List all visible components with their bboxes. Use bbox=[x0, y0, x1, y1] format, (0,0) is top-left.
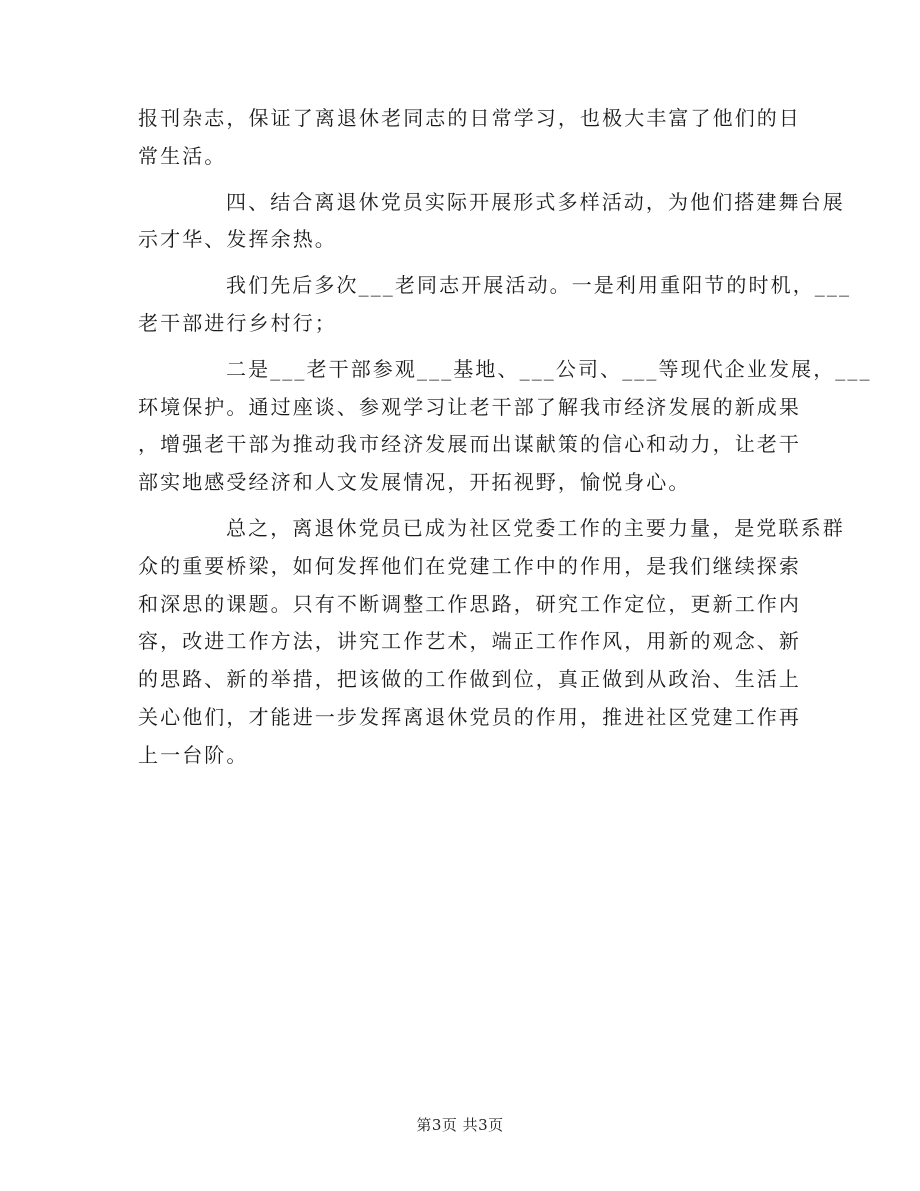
text-line: 二是___老干部参观___基地、___公司、___等现代企业发展，___ bbox=[226, 356, 872, 381]
text-line: 常生活。 bbox=[138, 143, 227, 168]
text-line: 报刊杂志，保证了离退休老同志的日常学习，也极大丰富了他们的日 bbox=[138, 106, 801, 130]
paragraph-5 bbox=[138, 510, 845, 775]
text-line: 上一台阶。 bbox=[138, 742, 249, 767]
page-number-footer: 第3页 共3页 bbox=[416, 1116, 504, 1134]
paragraph-2 bbox=[138, 184, 845, 260]
paragraph-3 bbox=[138, 267, 852, 343]
text-line: 老干部进行乡村行； bbox=[138, 310, 337, 335]
text-line: 容，改进工作方法，讲究工作艺术，端正工作作风，用新的观念、新 bbox=[138, 629, 801, 654]
paragraph-1 bbox=[138, 100, 801, 176]
text-line: 众的重要桥梁，如何发挥他们在党建工作中的作用，是我们继续探索 bbox=[138, 553, 801, 578]
text-line: 的思路、新的举措，把该做的工作做到位，真正做到从政治、生活上 bbox=[138, 667, 801, 692]
text-line: 部实地感受经济和人文发展情况，开拓视野，愉悦身心。 bbox=[138, 470, 691, 495]
document-body bbox=[138, 100, 872, 775]
text-line: 四、结合离退休党员实际开展形式多样活动，为他们搭建舞台展 bbox=[226, 189, 845, 214]
text-line: 总之，离退休党员已成为社区党委工作的主要力量，是党联系群 bbox=[226, 515, 845, 540]
text-line: 关心他们，才能进一步发挥离退休党员的作用，推进社区党建工作再 bbox=[138, 704, 801, 729]
text-line: 环境保护。通过座谈、参观学习让老干部了解我市经济发展的新成果 bbox=[138, 394, 801, 419]
text-line: 示才华、发挥余热。 bbox=[138, 227, 337, 252]
text-line: 和深思的课题。只有不断调整工作思路，研究工作定位，更新工作内 bbox=[138, 591, 801, 616]
text-line: 我们先后多次___老同志开展活动。一是利用重阳节的时机，___ bbox=[226, 273, 852, 298]
paragraph-4 bbox=[138, 351, 872, 502]
text-line: ，增强老干部为推动我市经济发展而出谋献策的信心和动力，让老干 bbox=[138, 432, 801, 457]
